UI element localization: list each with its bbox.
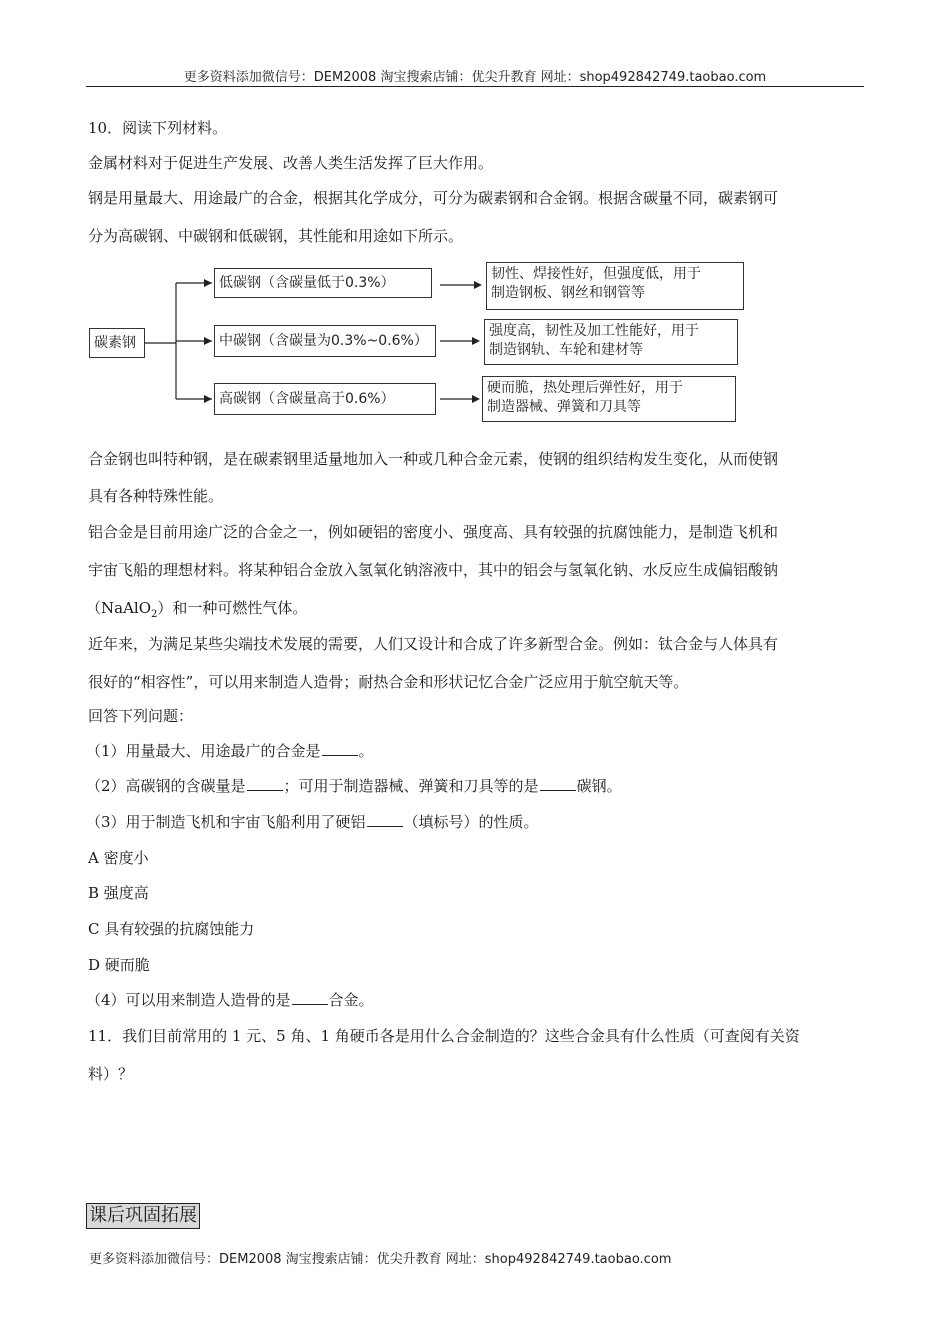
page-header: 更多资料添加微信号：DEM2008 淘宝搜索店铺：优尖升教育 网址：shop492842749.taobao.com [183,70,767,85]
paragraph-4-line-1: 铝合金是目前用途广泛的合金之一，例如硬铝的密度小、强度高、具有较强的抗腐蚀能力，是制造飞机和 [88,523,779,541]
answer-blank[interactable] [367,812,403,827]
paragraph-5-line-1: 近年来，为满足某些尖端技术发展的需要，人们又设计和合成了许多新型合金。例如：钛合金与人体具有 [88,635,779,653]
paragraph-3-line-2: 具有各种特殊性能。 [88,487,224,505]
diagram-high-carbon-steel: 高碳钢（含碳量高于0.6%） [214,383,436,415]
paragraph-2-line-1: 钢是用量最大、用途最广的合金，根据其化学成分，可分为碳素钢和合金钢。根据含碳量不同，碳素钢可 [88,189,779,207]
question-11-line-2: 料）？ [88,1065,134,1083]
use-line: 强度高，韧性及加工性能好，用于 [489,323,699,339]
option-b: B 强度高 [88,884,149,902]
answer-blank[interactable] [322,741,358,756]
paragraph-3-line-1: 合金钢也叫特种钢，是在碳素钢里适量地加入一种或几种合金元素，使钢的组织结构发生变化，从而使钢 [88,450,779,468]
paragraph-1: 金属材料对于促进生产发展、改善人类生活发挥了巨大作用。 [88,154,494,172]
answer-blank[interactable] [540,776,576,791]
page-footer: 更多资料添加微信号：DEM2008 淘宝搜索店铺：优尖升教育 网址：shop492842749.taobao.com [89,1252,672,1267]
paragraph-4-line-2: 宇宙飞船的理想材料。将某种铝合金放入氢氧化钠溶液中，其中的铝会与氢氧化钠、水反应生成偏铝酸钠 [88,561,779,579]
use-line: 制造钢板、钢丝和钢管等 [491,285,645,301]
sub-question-1: （1）用量最大、用途最广的合金是 。 [86,742,374,760]
use-line: 制造器械、弹簧和刀具等 [487,399,641,415]
option-d: D 硬而脆 [88,956,150,974]
use-line: 制造钢轨、车轮和建材等 [489,342,643,358]
diagram-low-carbon-uses [486,262,744,310]
diagram-medium-carbon-uses [484,319,738,365]
question-11-line-1: 11．我们目前常用的 1 元、5 角、1 角硬币各是用什么合金制造的？这些合金具有什么性质（可查阅有关资 [88,1027,800,1045]
paragraph-4-line-3: （NaAlO$_2$）和一种可燃性气体。 [86,599,308,620]
sub-question-2: （2）高碳钢的含碳量是 ；可用于制造器械、弹簧和刀具等的是 碳钢。 [86,777,622,795]
steel-diagram-connectors [0,0,950,440]
question-10-title: 10．阅读下列材料。 [88,119,228,137]
answer-blank[interactable] [247,776,283,791]
answer-blank[interactable] [292,990,328,1005]
use-line: 韧性、焊接性好，但强度低，用于 [491,266,701,282]
sub-question-3: （3）用于制造飞机和宇宙飞船利用了硬铝 （填标号）的性质。 [86,813,539,831]
sub-question-4: （4）可以用来制造人造骨的是 合金。 [86,991,374,1009]
diagram-root-carbon-steel: 碳素钢 [89,328,145,358]
use-line: 硬而脆，热处理后弹性好，用于 [487,380,683,396]
section-title: 课后巩固拓展 [86,1203,200,1229]
diagram-medium-carbon-steel: 中碳钢（含碳量为0.3%~0.6%） [214,325,436,357]
answer-prompt: 回答下列问题： [88,707,194,725]
option-c: C 具有较强的抗腐蚀能力 [88,920,255,938]
paragraph-5-line-2: 很好的“相容性”，可以用来制造人造骨；耐热合金和形状记忆合金广泛应用于航空航天等。 [88,673,689,691]
diagram-high-carbon-uses [482,376,736,422]
diagram-low-carbon-steel: 低碳钢（含碳量低于0.3%） [214,268,432,298]
option-a: A 密度小 [88,849,149,867]
paragraph-2-line-2: 分为高碳钢、中碳钢和低碳钢，其性能和用途如下所示。 [88,227,464,245]
